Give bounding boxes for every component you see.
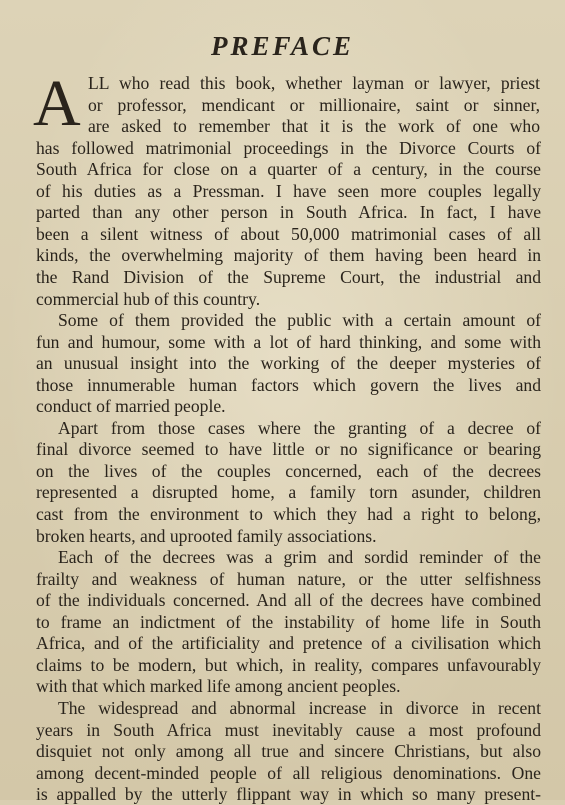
text-line: or professor, mendicant or millionaire, saint or sinner, [88, 95, 540, 115]
drop-cap: A [33, 67, 81, 140]
text-line: been a silent witness of about 50,000 matrimonial cases of all [36, 224, 541, 244]
text-line: with that which marked life among ancient peoples. [36, 676, 401, 696]
text-line: kinds, the overwhelming majority of them having been heard in [36, 245, 541, 265]
text-line: conduct of married people. [36, 396, 226, 416]
text-line: Each of the decrees was a grim and sordid reminder of the [58, 547, 541, 567]
text-line: of the individuals concerned. And all of the decrees have combined [36, 590, 541, 610]
text-line: to frame an indictment of the instability of home life in South [36, 612, 541, 632]
text-line: final divorce seemed to have little or no significance or bearing [36, 439, 541, 459]
page-title: PREFACE [210, 31, 355, 61]
text-line: among decent-minded people of all religious denominations. One [36, 763, 541, 783]
text-line: South Africa for close on a quarter of a century, in the course [36, 159, 541, 179]
text-line: LL who read this book, whether layman or lawyer, priest [88, 73, 540, 93]
text-line: broken hearts, and uprooted family associations. [36, 526, 377, 546]
text-line: years in South Africa must inevitably cause a most profound [36, 720, 541, 740]
text-line: parted than any other person in South Africa. In fact, I have [36, 202, 541, 222]
text-line: frailty and weakness of human nature, or the utter selfishness [36, 569, 541, 589]
text-line: represented a disrupted home, a family torn asunder, children [36, 482, 541, 502]
text-line: cast from the environment to which they had a right to belong, [36, 504, 541, 524]
text-line: is appalled by the utterly flippant way in which so many present- [36, 784, 541, 804]
text-line: Africa, and of the artificiality and pretence of a civilisation which [36, 633, 541, 653]
text-line: commercial hub of this country. [36, 289, 261, 309]
text-line: Apart from those cases where the granting of a decree of [58, 418, 541, 438]
text-line: disquiet not only among all true and sincere Christians, but also [36, 741, 541, 761]
text-line: The widespread and abnormal increase in divorce in recent [58, 698, 541, 718]
text-line: an unusual insight into the working of the deeper mysteries of [36, 353, 541, 373]
text-line: claims to be modern, but which, in reality, compares unfavourably [36, 655, 541, 675]
text-line: are asked to remember that it is the work of one who [88, 116, 540, 136]
text-line: Some of them provided the public with a certain amount of [58, 310, 541, 330]
text-line: those innumerable human factors which govern the lives and [36, 375, 541, 395]
text-line: the Rand Division of the Supreme Court, the industrial and [36, 267, 541, 287]
text-line: has followed matrimonial proceedings in the Divorce Courts of [36, 138, 541, 158]
text-line: fun and humour, some with a lot of hard thinking, and some with [36, 332, 541, 352]
text-line: of his duties as a Pressman. I have seen more couples legally [36, 181, 541, 201]
text-line: on the lives of the couples concerned, each of the decrees [36, 461, 541, 481]
